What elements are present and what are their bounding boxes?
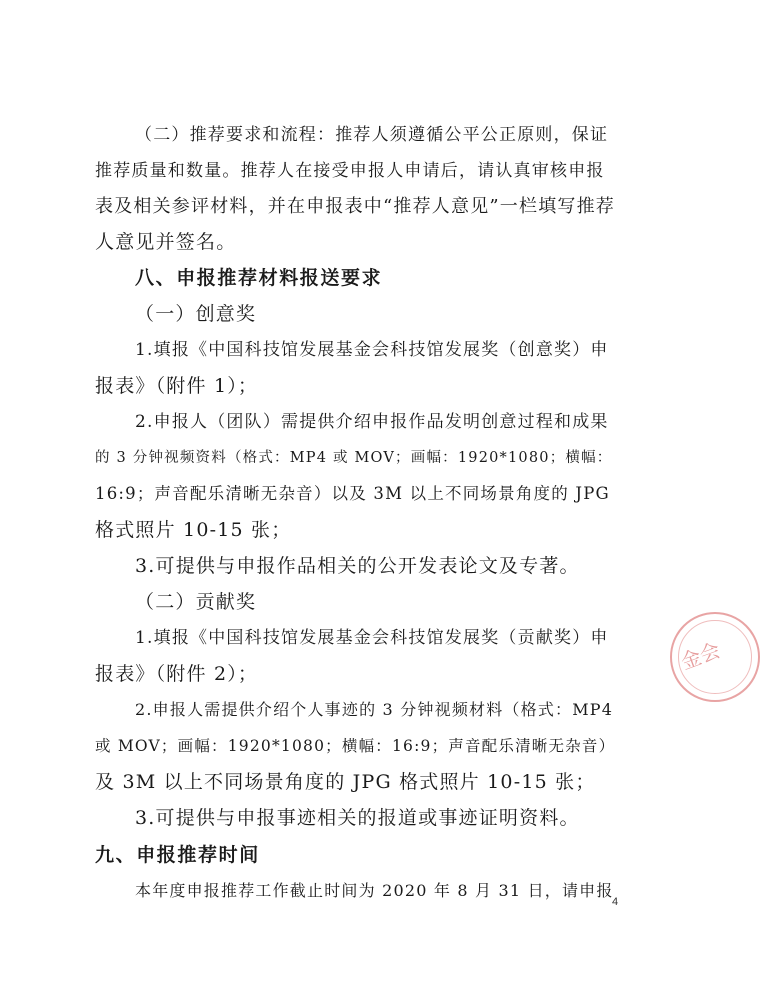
page-number: 4 xyxy=(612,896,619,908)
seal-text: 金会 xyxy=(677,637,724,675)
body-text-line: 16:9；声音配乐清晰无杂音）以及 3M 以上不同场景角度的 JPG xyxy=(95,484,610,503)
body-text-line: 的 3 分钟视频资料（格式：MP4 或 MOV；画幅：1920*1080；横幅： xyxy=(95,450,613,466)
body-text-line: 3.可提供与申报作品相关的公开发表论文及专著。 xyxy=(135,555,580,577)
body-text-line: 报表》（附件 2）； xyxy=(95,663,259,685)
body-text-line: 人意见并签名。 xyxy=(95,231,237,253)
body-text-line: 格式照片 10-15 张； xyxy=(95,519,292,541)
body-text-line: 2.申报人（团队）需提供介绍申报作品发明创意过程和成果 xyxy=(135,412,609,432)
body-text-line: 本年度申报推荐工作截止时间为 2020 年 8 月 31 日，请申报 xyxy=(135,881,614,900)
body-text-line: （二）贡献奖 xyxy=(135,591,257,613)
body-text-line: 1.填报《中国科技馆发展基金会科技馆发展奖（创意奖）申 xyxy=(135,340,609,360)
body-text-line: 表及相关参评材料，并在申报表中“推荐人意见”一栏填写推荐 xyxy=(95,196,616,217)
body-text-line: 推荐质量和数量。推荐人在接受申报人申请后，请认真审核申报 xyxy=(95,161,605,181)
body-text-line: 3.可提供与申报事迹相关的报道或事迹证明资料。 xyxy=(135,807,580,829)
body-text-line: （二）推荐要求和流程：推荐人须遵循公平公正原则，保证 xyxy=(135,125,609,145)
body-text-line: 2.申报人需提供介绍个人事迹的 3 分钟视频材料（格式：MP4 xyxy=(135,700,614,719)
body-text-line: 或 MOV；画幅：1920*1080；横幅：16:9；声音配乐清晰无杂音） xyxy=(95,737,616,755)
body-text-line: 及 3M 以上不同场景角度的 JPG 格式照片 10-15 张； xyxy=(95,771,596,793)
section-heading: 八、申报推荐材料报送要求 xyxy=(135,267,383,289)
body-text-line: （一）创意奖 xyxy=(135,303,257,325)
red-seal-stamp xyxy=(670,612,760,702)
section-heading: 九、申报推荐时间 xyxy=(95,844,260,866)
body-text-line: 报表》（附件 1）； xyxy=(95,375,259,397)
body-text-line: 1.填报《中国科技馆发展基金会科技馆发展奖（贡献奖）申 xyxy=(135,628,609,648)
